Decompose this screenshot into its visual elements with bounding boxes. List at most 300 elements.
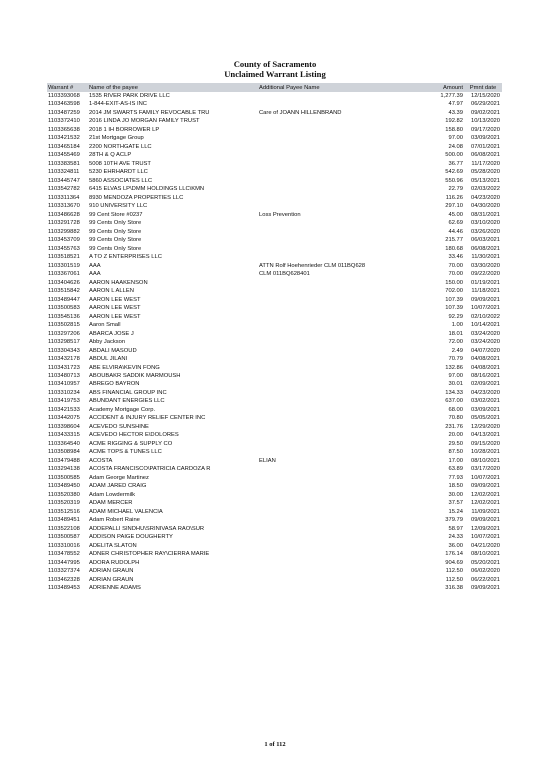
payee-name-cell: 2018 1 IH BORROWER LP xyxy=(89,126,160,133)
pmnt-date-cell: 08/16/2021 xyxy=(470,372,500,379)
payee-name-cell: AARON L ALLEN xyxy=(89,288,134,295)
payee-name-cell: 2200 NORTHGATE LLC xyxy=(89,143,152,150)
amount-cell: 15.24 xyxy=(448,508,463,515)
additional-payee-cell xyxy=(258,245,418,253)
pmnt-date-cell: 10/07/2021 xyxy=(470,305,500,312)
payee-name-cell: ADELITA SLATON xyxy=(89,542,137,549)
amount-cell: 97.00 xyxy=(448,372,463,379)
additional-payee-cell xyxy=(258,219,418,227)
table-row xyxy=(47,380,502,388)
warrant-number-cell: 1103465184 xyxy=(48,143,80,150)
payee-name-cell: ABARCA JOSE J xyxy=(89,330,134,337)
payee-name-cell: ADAM JARED CRAIG xyxy=(89,483,147,490)
pmnt-date-cell: 09/09/2021 xyxy=(470,483,500,490)
table-row xyxy=(47,372,502,380)
warrant-number-cell: 1103383581 xyxy=(48,160,80,167)
pmnt-date-cell: 11/17/2020 xyxy=(471,160,500,167)
table-row xyxy=(47,92,502,100)
pmnt-date-cell: 09/22/2020 xyxy=(470,271,500,278)
pmnt-date-cell: 12/15/2020 xyxy=(470,93,500,99)
payee-name-cell: 21st Mortgage Group xyxy=(89,135,144,142)
column-header-pmnt-date: Pmnt date xyxy=(464,83,502,92)
amount-cell: 43.39 xyxy=(448,109,463,116)
additional-payee-cell xyxy=(258,313,418,321)
additional-payee-cell xyxy=(258,355,418,363)
pmnt-date-cell: 08/10/2021 xyxy=(470,457,500,464)
table-row xyxy=(47,245,502,253)
additional-payee-cell xyxy=(258,499,418,507)
additional-payee-cell xyxy=(258,364,418,372)
additional-payee-cell xyxy=(258,126,418,134)
amount-cell: 62.69 xyxy=(448,220,463,227)
warrant-number-cell: 1103298517 xyxy=(48,339,80,346)
amount-cell: 18.50 xyxy=(448,483,463,490)
table-row xyxy=(47,126,502,134)
pmnt-date-cell: 10/14/2021 xyxy=(470,322,500,329)
table-row xyxy=(47,440,502,448)
table-row xyxy=(47,423,502,431)
table-row xyxy=(47,542,502,550)
additional-payee-cell xyxy=(258,567,418,575)
additional-payee-cell xyxy=(258,372,418,380)
additional-payee-cell xyxy=(258,559,418,567)
warrant-number-cell: 1103304343 xyxy=(48,347,80,354)
additional-payee-cell xyxy=(258,168,418,176)
table-row xyxy=(47,364,502,372)
table-row xyxy=(47,321,502,329)
additional-payee-cell xyxy=(258,287,418,295)
table-row xyxy=(47,516,502,524)
additional-payee-cell xyxy=(258,304,418,312)
additional-payee-cell xyxy=(258,533,418,541)
column-header-payee: Name of the payee xyxy=(88,83,258,92)
amount-cell: 70.00 xyxy=(448,271,463,278)
additional-payee-cell xyxy=(258,185,418,193)
warrant-number-cell: 1103291728 xyxy=(48,220,80,227)
amount-cell: 158.80 xyxy=(445,126,463,133)
payee-name-cell: 8930 MENDOZA PROPERTIES LLC xyxy=(89,194,184,201)
payee-name-cell: AARON HAAKENSON xyxy=(89,279,148,286)
pmnt-date-cell: 07/01/2021 xyxy=(470,143,500,150)
pmnt-date-cell: 09/09/2021 xyxy=(470,296,500,303)
amount-cell: 58.97 xyxy=(448,525,463,532)
additional-payee-cell xyxy=(258,423,418,431)
amount-cell: 24.33 xyxy=(448,534,463,541)
additional-payee-cell xyxy=(258,516,418,524)
pmnt-date-cell: 03/10/2020 xyxy=(470,220,500,227)
warrant-number-cell: 1103393068 xyxy=(48,93,80,99)
payee-name-cell: ACEVEDO HECTOR E\DOLORES xyxy=(89,432,179,439)
amount-cell: 77.93 xyxy=(448,474,463,481)
table-row xyxy=(47,355,502,363)
table-row xyxy=(47,389,502,397)
table-row xyxy=(47,287,502,295)
table-row xyxy=(47,338,502,346)
warrant-number-cell: 1103372410 xyxy=(48,118,80,125)
amount-cell: 107.39 xyxy=(445,296,463,303)
amount-cell: 36.00 xyxy=(448,542,463,549)
warrant-number-cell: 1103487259 xyxy=(48,109,80,116)
pmnt-date-cell: 06/29/2021 xyxy=(470,101,500,108)
amount-cell: 33.46 xyxy=(448,254,463,261)
warrant-number-cell: 1103294138 xyxy=(48,466,80,473)
payee-name-cell: ACOSTA FRANCISCO\PATRICIA CARDOZA R xyxy=(89,466,211,473)
amount-cell: 1,277.39 xyxy=(440,93,463,99)
pmnt-date-cell: 12/02/2021 xyxy=(470,500,500,507)
payee-name-cell: ACME RIGGING & SUPPLY CO xyxy=(89,440,173,447)
payee-name-cell: 2016 LINDA JO MORGAN FAMILY TRUST xyxy=(89,118,200,125)
warrant-number-cell: 1103324811 xyxy=(48,169,80,176)
additional-payee-cell: ATTN Rolf Hoehenrieder CLM 011BQ628 xyxy=(259,262,366,269)
payee-name-cell: 99 Cents Only Store xyxy=(89,245,142,252)
warrant-number-cell: 1103364540 xyxy=(48,440,80,447)
additional-payee-cell xyxy=(258,525,418,533)
table-row xyxy=(47,457,502,465)
table-row xyxy=(47,262,502,270)
pmnt-date-cell: 10/28/2021 xyxy=(470,449,500,456)
additional-payee-cell xyxy=(258,380,418,388)
payee-name-cell: ABDALI MASOUD xyxy=(89,347,137,354)
amount-cell: 904.69 xyxy=(445,559,463,566)
additional-payee-cell xyxy=(258,228,418,236)
pmnt-date-cell: 05/05/2021 xyxy=(470,415,500,422)
payee-name-cell: 28TH & Q ACLP xyxy=(89,152,132,159)
warrant-number-cell: 1103508984 xyxy=(48,449,80,456)
warrant-table xyxy=(47,83,502,593)
additional-payee-cell xyxy=(258,100,418,108)
warrant-number-cell: 1103515842 xyxy=(48,288,80,295)
pmnt-date-cell: 11/18/2021 xyxy=(471,288,500,295)
payee-name-cell: ABDUL JILANI xyxy=(89,356,128,363)
additional-payee-cell xyxy=(258,143,418,151)
amount-cell: 637.00 xyxy=(445,398,463,405)
warrant-number-cell: 1103480713 xyxy=(48,372,80,379)
additional-payee-cell xyxy=(258,491,418,499)
payee-name-cell: 99 Cents Only Store xyxy=(89,220,142,227)
table-row xyxy=(47,559,502,567)
pmnt-date-cell: 09/09/2021 xyxy=(470,517,500,524)
payee-name-cell: ABREGO BAYRON xyxy=(89,381,140,388)
pmnt-date-cell: 04/23/2020 xyxy=(470,389,500,396)
pmnt-date-cell: 06/22/2021 xyxy=(470,576,500,583)
amount-cell: 97.00 xyxy=(448,135,463,142)
table-row xyxy=(47,109,502,117)
amount-cell: 68.00 xyxy=(448,406,463,413)
warrant-number-cell: 1103445747 xyxy=(48,177,80,184)
warrant-number-cell: 1103447995 xyxy=(48,559,80,566)
warrant-number-cell: 1103500585 xyxy=(48,474,80,481)
pmnt-date-cell: 05/13/2021 xyxy=(470,177,500,184)
table-row xyxy=(47,304,502,312)
payee-name-cell: ADNER CHRISTOPHER RAY\CIERRA MARIE xyxy=(89,551,210,558)
additional-payee-cell xyxy=(258,576,418,584)
amount-cell: 180.68 xyxy=(445,245,463,252)
additional-payee-cell xyxy=(258,389,418,397)
table-row xyxy=(47,313,502,321)
table-row xyxy=(47,228,502,236)
payee-name-cell: ACOSTA xyxy=(89,457,113,464)
payee-name-cell: ADAM MERCER xyxy=(89,500,133,507)
column-header-warrant: Warrant # xyxy=(47,83,88,92)
amount-cell: 1.00 xyxy=(451,322,463,329)
table-row xyxy=(47,550,502,558)
pmnt-date-cell: 03/24/2020 xyxy=(470,330,500,337)
pmnt-date-cell: 03/17/2020 xyxy=(470,466,500,473)
pmnt-date-cell: 02/10/2022 xyxy=(470,313,500,320)
amount-cell: 22.79 xyxy=(448,186,463,193)
payee-name-cell: ACEVEDO SUNSHINE xyxy=(89,423,149,430)
payee-name-cell: ADRIENNE ADAMS xyxy=(89,585,141,592)
table-row xyxy=(47,279,502,287)
warrant-number-cell: 1103310234 xyxy=(48,389,80,396)
warrant-number-cell: 1103421532 xyxy=(48,135,80,142)
payee-name-cell: ABE ELVIRA\KEVIN FONG xyxy=(89,364,160,371)
table-row xyxy=(47,117,502,125)
additional-payee-cell xyxy=(258,338,418,346)
pmnt-date-cell: 01/19/2021 xyxy=(470,279,500,286)
additional-payee-cell xyxy=(258,406,418,414)
table-row xyxy=(47,533,502,541)
payee-name-cell: ADDEPALLI SINDHU\SRINIVASA RAO\SUR xyxy=(89,525,205,532)
warrant-number-cell: 1103453709 xyxy=(48,237,80,244)
warrant-number-cell: 1103419753 xyxy=(48,398,80,405)
warrant-number-cell: 1103489450 xyxy=(48,483,80,490)
payee-name-cell: 5008 10TH AVE TRUST xyxy=(89,160,151,167)
pmnt-date-cell: 09/02/2021 xyxy=(470,109,500,116)
warrant-number-cell: 1103327374 xyxy=(48,568,80,575)
table-row xyxy=(47,100,502,108)
additional-payee-cell xyxy=(258,448,418,456)
warrant-number-cell: 1103367061 xyxy=(48,271,80,278)
warrant-number-cell: 1103518521 xyxy=(48,254,80,261)
additional-payee-cell xyxy=(258,117,418,125)
amount-cell: 63.89 xyxy=(448,466,463,473)
table-row xyxy=(47,160,502,168)
pmnt-date-cell: 04/08/2021 xyxy=(470,364,500,371)
amount-cell: 176.14 xyxy=(445,551,463,558)
warrant-number-cell: 1103522108 xyxy=(48,525,80,532)
additional-payee-cell xyxy=(258,296,418,304)
warrant-number-cell: 1103463598 xyxy=(48,101,80,108)
additional-payee-cell xyxy=(258,202,418,210)
additional-payee-cell xyxy=(258,151,418,159)
pmnt-date-cell: 10/13/2020 xyxy=(470,118,500,125)
payee-name-cell: 1-844-EXIT-AS-IS INC xyxy=(89,101,147,108)
pmnt-date-cell: 03/09/2021 xyxy=(470,406,500,413)
payee-name-cell: AARON LEE WEST xyxy=(89,305,141,312)
warrant-number-cell: 1103297206 xyxy=(48,330,80,337)
payee-name-cell: Aaron Small xyxy=(89,322,121,329)
amount-cell: 132.86 xyxy=(445,364,463,371)
warrant-number-cell: 1103478552 xyxy=(48,551,80,558)
payee-name-cell: ABUNDANT ENERGIES LLC xyxy=(89,398,165,405)
amount-cell: 44.46 xyxy=(448,228,463,235)
table-row xyxy=(47,219,502,227)
payee-name-cell: Adam George Martinez xyxy=(89,474,149,481)
column-header-amount: Amount xyxy=(418,83,464,92)
warrant-number-cell: 1103455763 xyxy=(48,245,80,252)
pmnt-date-cell: 10/07/2021 xyxy=(470,474,500,481)
payee-name-cell: A TO Z ENTERPRISES LLC xyxy=(89,254,162,261)
table-row xyxy=(47,448,502,456)
amount-cell: 70.00 xyxy=(448,262,463,269)
additional-payee-cell xyxy=(258,397,418,405)
warrant-number-cell: 1103410957 xyxy=(48,381,80,388)
pmnt-date-cell: 12/29/2020 xyxy=(470,423,500,430)
payee-name-cell: 6415 ELVAS LP\DMM HOLDINGS LLC\KMN xyxy=(89,186,205,193)
payee-name-cell: Abby Jackson xyxy=(89,339,126,346)
pmnt-date-cell: 04/23/2020 xyxy=(470,194,500,201)
table-row xyxy=(47,270,502,278)
pmnt-date-cell: 02/03/2022 xyxy=(470,186,500,193)
pmnt-date-cell: 03/09/2021 xyxy=(470,135,500,142)
amount-cell: 379.79 xyxy=(445,517,463,524)
warrant-number-cell: 1103520380 xyxy=(48,491,80,498)
amount-cell: 112.50 xyxy=(445,576,463,583)
pmnt-date-cell: 06/08/2021 xyxy=(470,245,500,252)
pmnt-date-cell: 08/31/2021 xyxy=(470,211,500,218)
pmnt-date-cell: 09/09/2021 xyxy=(470,585,500,592)
amount-cell: 47.97 xyxy=(448,101,463,108)
additional-payee-cell xyxy=(258,482,418,490)
amount-cell: 231.76 xyxy=(445,423,463,430)
payee-name-cell: Academy Mortgage Corp. xyxy=(89,406,156,413)
warrant-number-cell: 1103500587 xyxy=(48,534,80,541)
additional-payee-cell xyxy=(258,508,418,516)
amount-cell: 70.80 xyxy=(448,415,463,422)
warrant-number-cell: 1103310016 xyxy=(48,542,80,549)
payee-name-cell: 1535 RIVER PARK DRIVE LLC xyxy=(89,93,170,99)
warrant-number-cell: 1103489451 xyxy=(48,517,80,524)
additional-payee-cell xyxy=(258,92,418,100)
additional-payee-cell xyxy=(258,279,418,287)
pmnt-date-cell: 09/15/2020 xyxy=(470,440,500,447)
warrant-number-cell: 1103421533 xyxy=(48,406,80,413)
amount-cell: 24.08 xyxy=(448,143,463,150)
pmnt-date-cell: 04/21/2020 xyxy=(470,542,500,549)
amount-cell: 72.00 xyxy=(448,339,463,346)
warrant-number-cell: 1103479488 xyxy=(48,457,80,464)
table-row xyxy=(47,525,502,533)
pmnt-date-cell: 04/13/2021 xyxy=(470,432,500,439)
pmnt-date-cell: 03/30/2020 xyxy=(470,262,500,269)
pmnt-date-cell: 10/07/2021 xyxy=(470,534,500,541)
additional-payee-cell: ELIAN xyxy=(259,457,276,464)
table-header-row xyxy=(47,83,502,92)
table-row xyxy=(47,168,502,176)
warrant-number-cell: 1103404626 xyxy=(48,279,80,286)
table-row xyxy=(47,567,502,575)
payee-name-cell: 99 Cents Only Store xyxy=(89,237,142,244)
warrant-number-cell: 1103545136 xyxy=(48,313,80,320)
page-number: 1 of 112 xyxy=(264,741,286,748)
payee-name-cell: ADDISON PAIGE DOUGHERTY xyxy=(89,534,173,541)
table-row xyxy=(47,482,502,490)
table-body xyxy=(47,92,502,593)
payee-name-cell: 5230 EHRHARDT LLC xyxy=(89,169,148,176)
additional-payee-cell xyxy=(258,414,418,422)
amount-cell: 2.49 xyxy=(451,347,463,354)
additional-payee-cell xyxy=(258,253,418,261)
table-row xyxy=(47,474,502,482)
amount-cell: 107.39 xyxy=(445,305,463,312)
amount-cell: 37.57 xyxy=(448,500,463,507)
additional-payee-cell xyxy=(258,330,418,338)
payee-name-cell: ACCIDENT & INJURY RELIEF CENTER INC xyxy=(89,415,206,422)
amount-cell: 30.00 xyxy=(448,491,463,498)
payee-name-cell: AARON LEE WEST xyxy=(89,296,141,303)
payee-name-cell: ADORA RUDOLPH xyxy=(89,559,140,566)
additional-payee-cell xyxy=(258,321,418,329)
warrant-number-cell: 1103486628 xyxy=(48,211,80,218)
amount-cell: 550.96 xyxy=(445,177,463,184)
amount-cell: 36.77 xyxy=(448,160,463,167)
pmnt-date-cell: 04/30/2020 xyxy=(470,203,500,210)
additional-payee-cell xyxy=(258,177,418,185)
additional-payee-cell xyxy=(258,134,418,142)
amount-cell: 215.77 xyxy=(445,237,463,244)
pmnt-date-cell: 03/24/2020 xyxy=(470,339,500,346)
additional-payee-cell xyxy=(258,474,418,482)
warrant-number-cell: 1103432178 xyxy=(48,356,80,363)
payee-name-cell: AAA xyxy=(89,271,101,278)
table-row xyxy=(47,202,502,210)
document-title: County of Sacramento xyxy=(233,59,317,69)
additional-payee-cell xyxy=(258,465,418,473)
payee-name-cell: ABS FINANCIAL GROUP INC xyxy=(89,389,167,396)
additional-payee-cell xyxy=(258,347,418,355)
table-row xyxy=(47,330,502,338)
additional-payee-cell xyxy=(258,550,418,558)
table-row xyxy=(47,508,502,516)
amount-cell: 116.26 xyxy=(445,194,463,201)
pmnt-date-cell: 05/28/2020 xyxy=(470,169,500,176)
warrant-number-cell: 1103462328 xyxy=(48,576,80,583)
additional-payee-cell: CLM 011BQ628401 xyxy=(259,271,310,278)
table-row xyxy=(47,584,502,592)
table-row xyxy=(47,236,502,244)
amount-cell: 112.50 xyxy=(445,568,463,575)
payee-name-cell: 99 Cent Store #0237 xyxy=(89,211,143,218)
warrant-number-cell: 1103542782 xyxy=(48,186,80,193)
additional-payee-cell xyxy=(258,431,418,439)
warrant-number-cell: 1103502815 xyxy=(48,322,80,329)
amount-cell: 45.00 xyxy=(448,211,463,218)
pmnt-date-cell: 03/26/2020 xyxy=(470,228,500,235)
amount-cell: 20.00 xyxy=(448,432,463,439)
amount-cell: 87.50 xyxy=(448,449,463,456)
amount-cell: 500.00 xyxy=(445,152,463,159)
amount-cell: 29.50 xyxy=(448,440,463,447)
payee-name-cell: Adam Robert Raine xyxy=(89,517,140,524)
payee-name-cell: ADRIAN GRAUN xyxy=(89,576,134,583)
amount-cell: 17.00 xyxy=(448,457,463,464)
document-subtitle: Unclaimed Warrant Listing xyxy=(224,69,326,79)
table-row xyxy=(47,431,502,439)
table-row xyxy=(47,185,502,193)
additional-payee-cell xyxy=(258,440,418,448)
warrant-number-cell: 1103489447 xyxy=(48,296,80,303)
table-row xyxy=(47,143,502,151)
warrant-number-cell: 1103520319 xyxy=(48,500,80,507)
additional-payee-cell xyxy=(258,160,418,168)
warrant-number-cell: 1103431723 xyxy=(48,364,80,371)
payee-name-cell: ABOUBAKR SADDIK MARMOUSH xyxy=(89,372,181,379)
table-row xyxy=(47,253,502,261)
pmnt-date-cell: 06/08/2021 xyxy=(470,152,500,159)
additional-payee-cell: Loss Prevention xyxy=(259,211,301,218)
table-row xyxy=(47,465,502,473)
